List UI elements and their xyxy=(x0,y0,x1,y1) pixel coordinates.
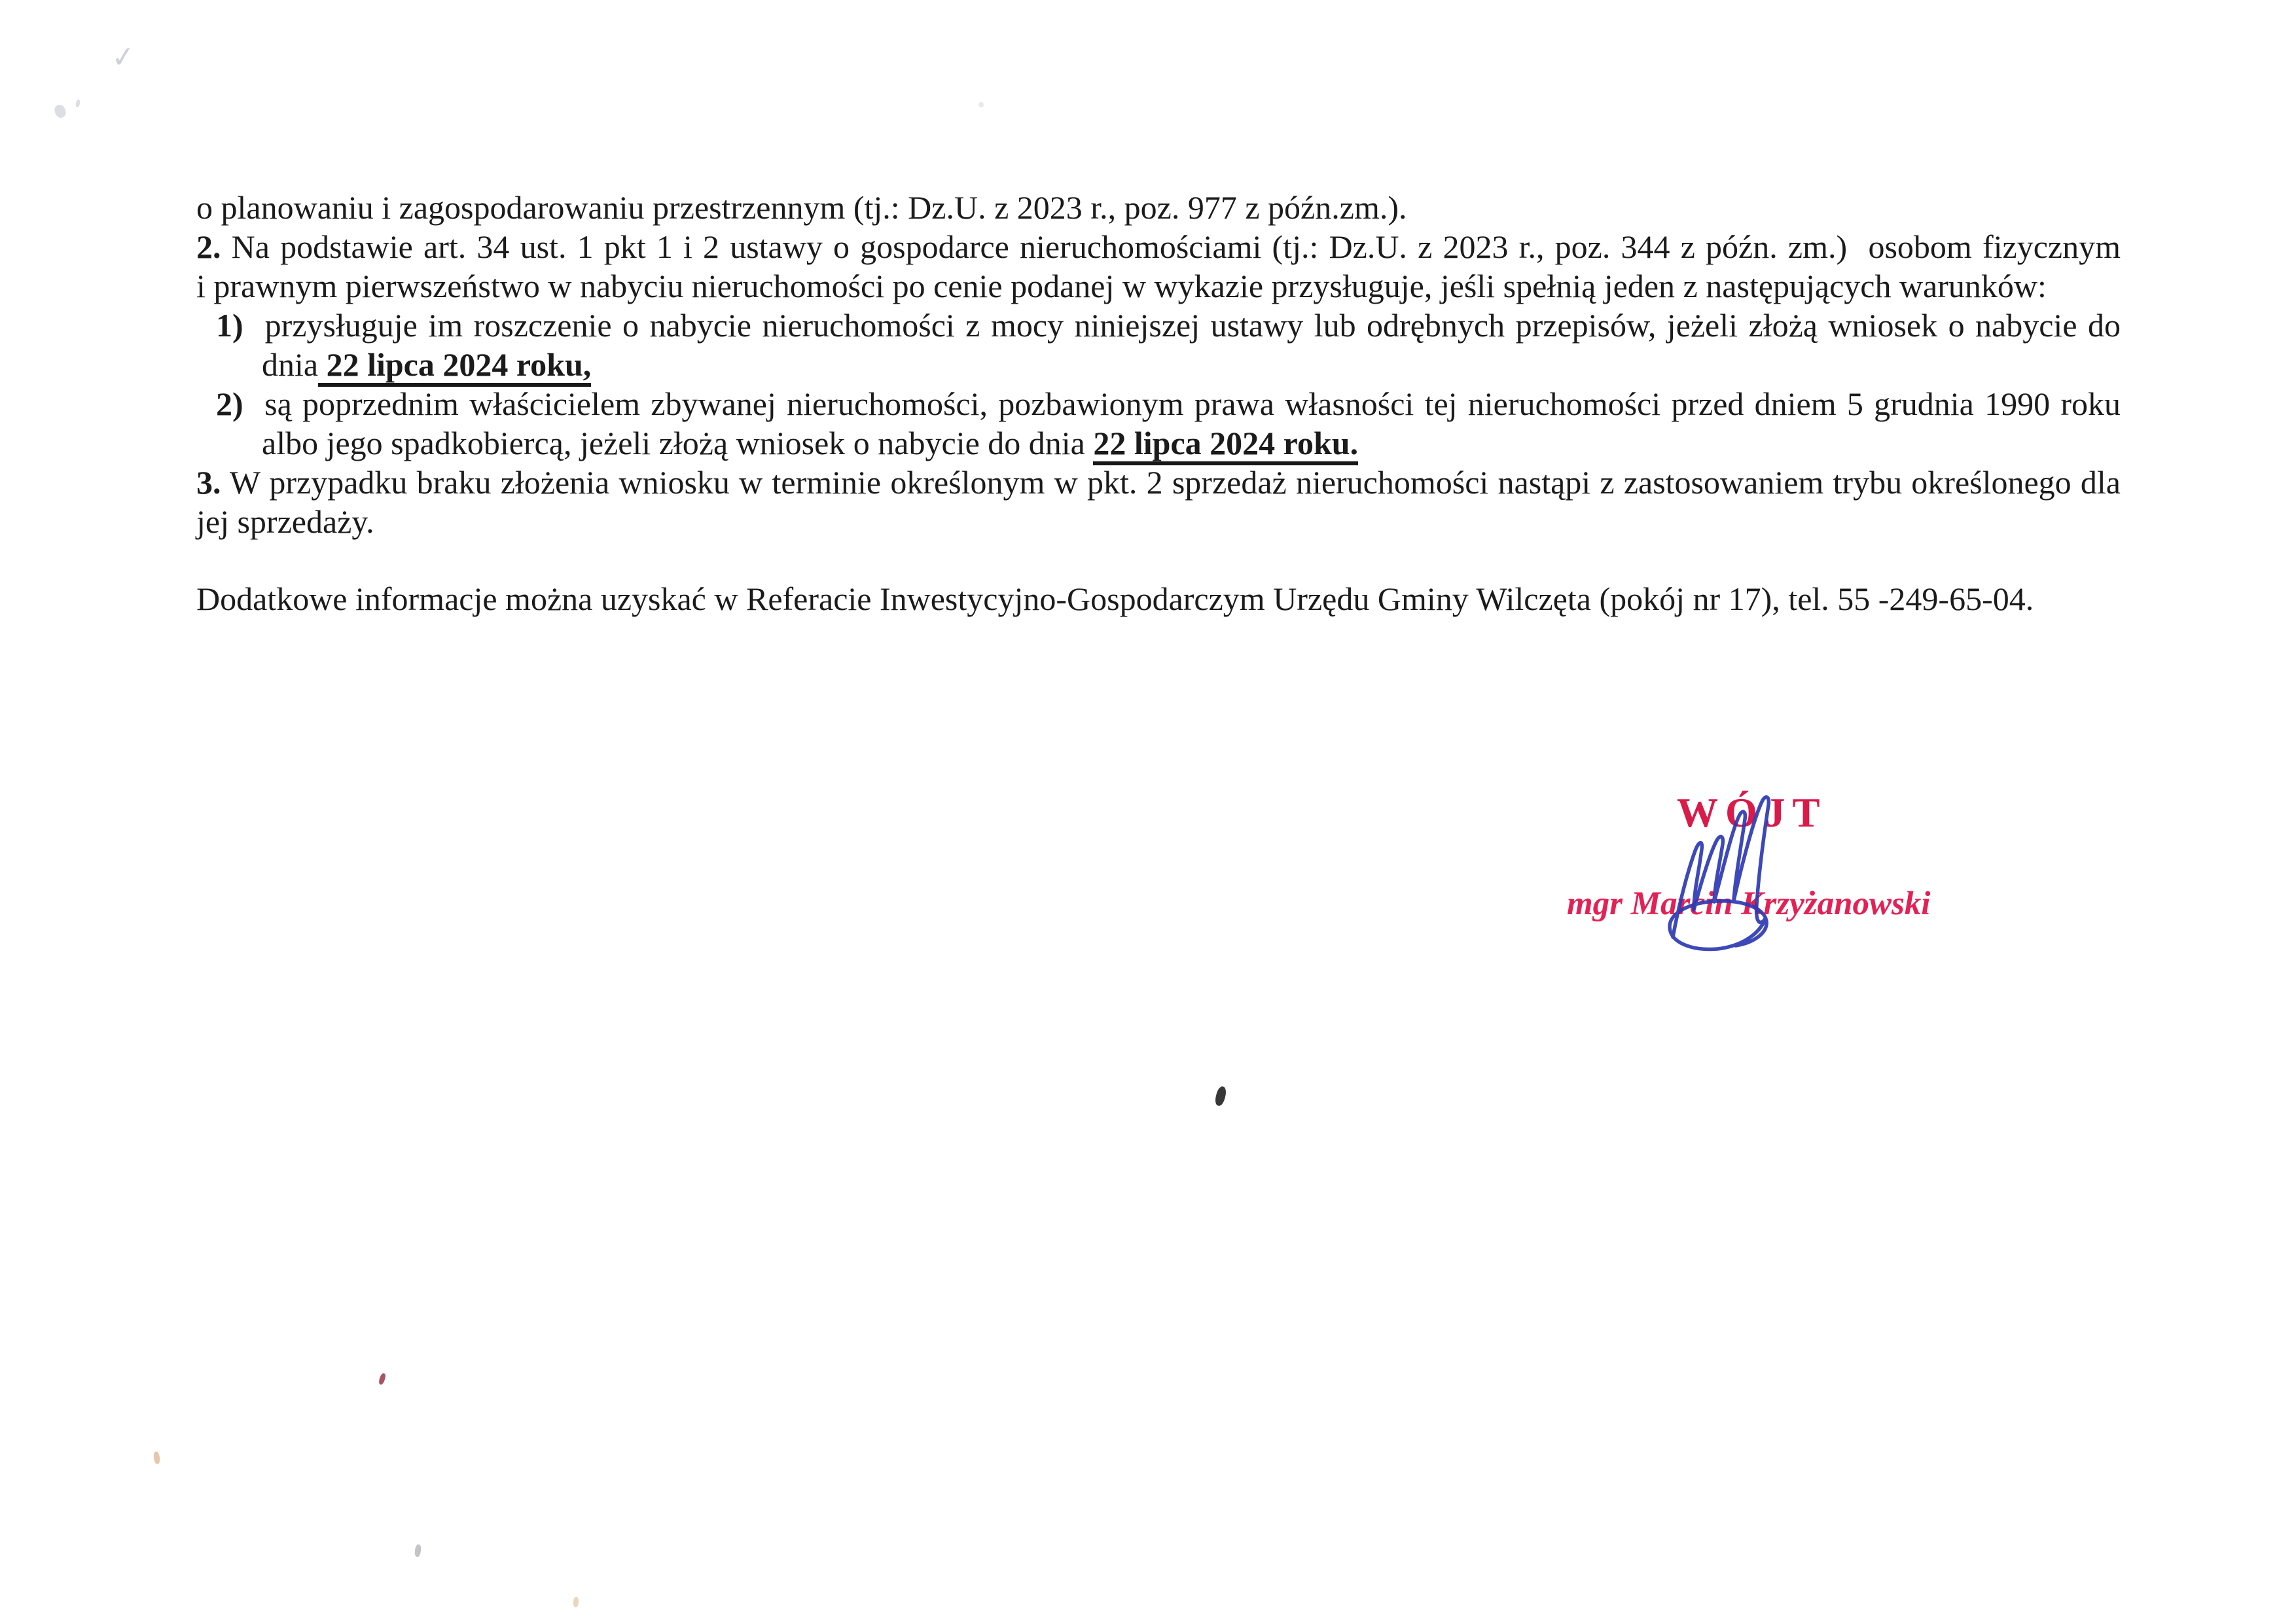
scan-speck xyxy=(414,1544,422,1557)
deadline-date: 22 lipca 2024 roku. xyxy=(1093,425,1358,465)
stamp-title: WÓJT xyxy=(1677,790,1827,836)
text-segment: przysługuje im roszczenie o nabycie nieruchomości z mocy niniejszej ustawy lub odrębnych przepisów, jeżeli złożą wniosek o nabycie do xyxy=(243,307,2121,344)
scan-speck xyxy=(153,1451,161,1464)
text-segment: i prawnym pierwszeństwo w nabyciu nieruchomości po cenie podanej w wykazie przysługuje, jeśli spełnią jeden z następujących warunków: xyxy=(196,268,2047,304)
scan-speck xyxy=(978,102,984,107)
text-line xyxy=(196,188,2121,227)
stamp-name: mgr Marcin Krzyżanowski xyxy=(1567,885,1931,922)
text-line xyxy=(196,384,2121,423)
scan-speck xyxy=(1214,1086,1228,1107)
text-segment: są poprzednim właścicielem zbywanej nieruchomości, pozbawionym prawa własności tej nieruchomości przed dniem 5 grudnia 1990 roku xyxy=(243,385,2121,422)
text-segment: 1) xyxy=(216,307,243,344)
text-line xyxy=(196,306,2121,345)
text-line xyxy=(196,423,2121,463)
text-line xyxy=(196,463,2121,502)
scan-speck: ✓ xyxy=(109,39,137,75)
text-segment: dnia xyxy=(262,346,319,383)
text-segment: o planowaniu i zagospodarowaniu przestrzennym (tj.: Dz.U. z 2023 r., poz. 977 z późn.zm.). xyxy=(196,189,1407,226)
text-line xyxy=(196,579,2121,618)
text-segment: Na podstawie art. 34 ust. 1 pkt 1 i 2 ustawy o gospodarce nieruchomościami (tj.: Dz.U. z 2023 r., poz. 344 z późn. zm.) osobom fizycznym xyxy=(221,228,2121,265)
text-segment: 2. xyxy=(196,228,221,265)
scan-speck xyxy=(378,1372,386,1385)
text-line xyxy=(196,502,2121,541)
scan-speck xyxy=(573,1597,579,1608)
scan-speck xyxy=(75,99,81,108)
document-text xyxy=(196,188,2121,618)
text-line xyxy=(196,345,2121,384)
text-segment: 3. xyxy=(196,464,221,501)
signature-scribble xyxy=(1649,779,1793,969)
text-segment: W przypadku braku złożenia wniosku w terminie określonym w pkt. 2 sprzedaż nieruchomości nastąpi z zastosowaniem trybu określonego dla xyxy=(221,464,2121,501)
text-segment: 2) xyxy=(216,385,243,422)
text-line xyxy=(196,227,2121,266)
deadline-date: 22 lipca 2024 roku, xyxy=(318,346,591,387)
text-line xyxy=(196,266,2121,306)
text-segment: albo jego spadkobiercą, jeżeli złożą wniosek o nabycie do dnia xyxy=(262,425,1094,461)
scan-speck xyxy=(53,103,67,119)
text-segment: Dodatkowe informacje można uzyskać w Referacie Inwestycyjno-Gospodarczym Urzędu Gminy Wilczęta (pokój nr 17), tel. 55 -249-65-04. xyxy=(196,580,2034,617)
text-segment: jej sprzedaży. xyxy=(196,503,374,540)
